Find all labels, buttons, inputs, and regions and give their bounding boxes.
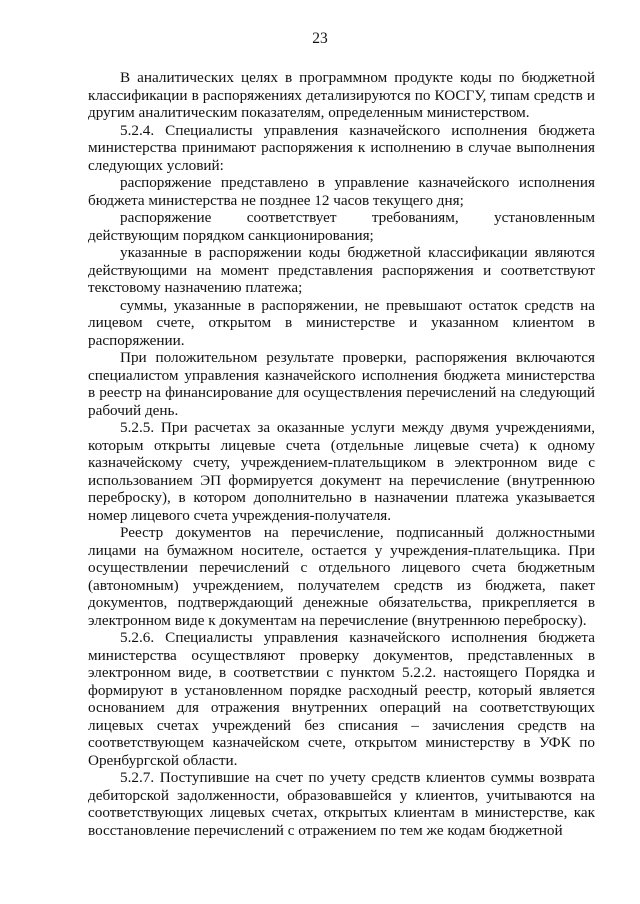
condition-item: распоряжение соответствует требованиям, установленным действующим порядком санкционирования; [88, 209, 595, 244]
condition-item: распоряжение представлено в управление казначейского исполнения бюджета министерства не позднее 12 часов текущего дня; [88, 174, 595, 209]
paragraph-5-2-6: 5.2.6. Специалисты управления казначейского исполнения бюджета министерства осуществляют проверку документов, представленных в электронном виде, в соответствии с пунктом 5.2.2. настоящего Порядка и формируют в установленном порядке расходный реестр, который является основанием для отражения внутренних операций на соответствующих лицевых счетах учреждений без списания – зачисления средств на соответствующем казначейском счете, открытом министерству в УФК по Оренбургской области. [88, 629, 595, 769]
paragraph-analytics: В аналитических целях в программном продукте коды по бюджетной классификации в распоряжениях детализируются по КОСГУ, типам средств и другим аналитическим показателям, определенным министерством. [88, 69, 595, 121]
paragraph-5-2-4: 5.2.4. Специалисты управления казначейского исполнения бюджета министерства принимают распоряжения к исполнению в случае выполнения следующих условий: [88, 121, 595, 174]
paragraph-registry: Реестр документов на перечисление, подписанный должностными лицами на бумажном носителе, остается у учреждения-плательщика. При осуществлении перечислений с отдельного лицевого счета бюджетным (автономным) учреждением, получателем средств из бюджета, пакет документов, подтверждающий денежные обязательства, прикрепляется в электронном виде к документам на перечисление (внутреннюю переброску). [88, 524, 595, 629]
page-number: 23 [312, 30, 328, 47]
paragraph-5-2-7: 5.2.7. Поступившие на счет по учету средств клиентов суммы возврата дебиторской задолженности, образовавшейся у клиентов, учитываются на соответствующих лицевых счетах, открытых клиентам в министерстве, как восстановление перечислений с отражением по тем же кодам бюджетной [88, 769, 595, 839]
paragraph-check-result: При положительном результате проверки, распоряжения включаются специалистом управления казначейского исполнения бюджета министерства в реестр на финансирование для осуществления перечислений на следующий рабочий день. [88, 349, 595, 419]
paragraph-5-2-5: 5.2.5. При расчетах за оказанные услуги между двумя учреждениями, которым открыты лицевые счета (отдельные лицевые счета) к одному казначейскому счету, учреждением-плательщиком в электронном виде с использованием ЭП формируется документ на перечисление (внутреннюю переброску), в котором дополнительно в назначении платежа указывается номер лицевого счета учреждения-получателя. [88, 419, 595, 524]
condition-item: суммы, указанные в распоряжении, не превышают остаток средств на лицевом счете, открытом в министерстве и указанном клиентом в распоряжении. [88, 296, 595, 349]
condition-item: указанные в распоряжении коды бюджетной классификации являются действующими на момент представления распоряжения и соответствуют текстовому назначению платежа; [88, 244, 595, 296]
document-body [88, 69, 595, 839]
